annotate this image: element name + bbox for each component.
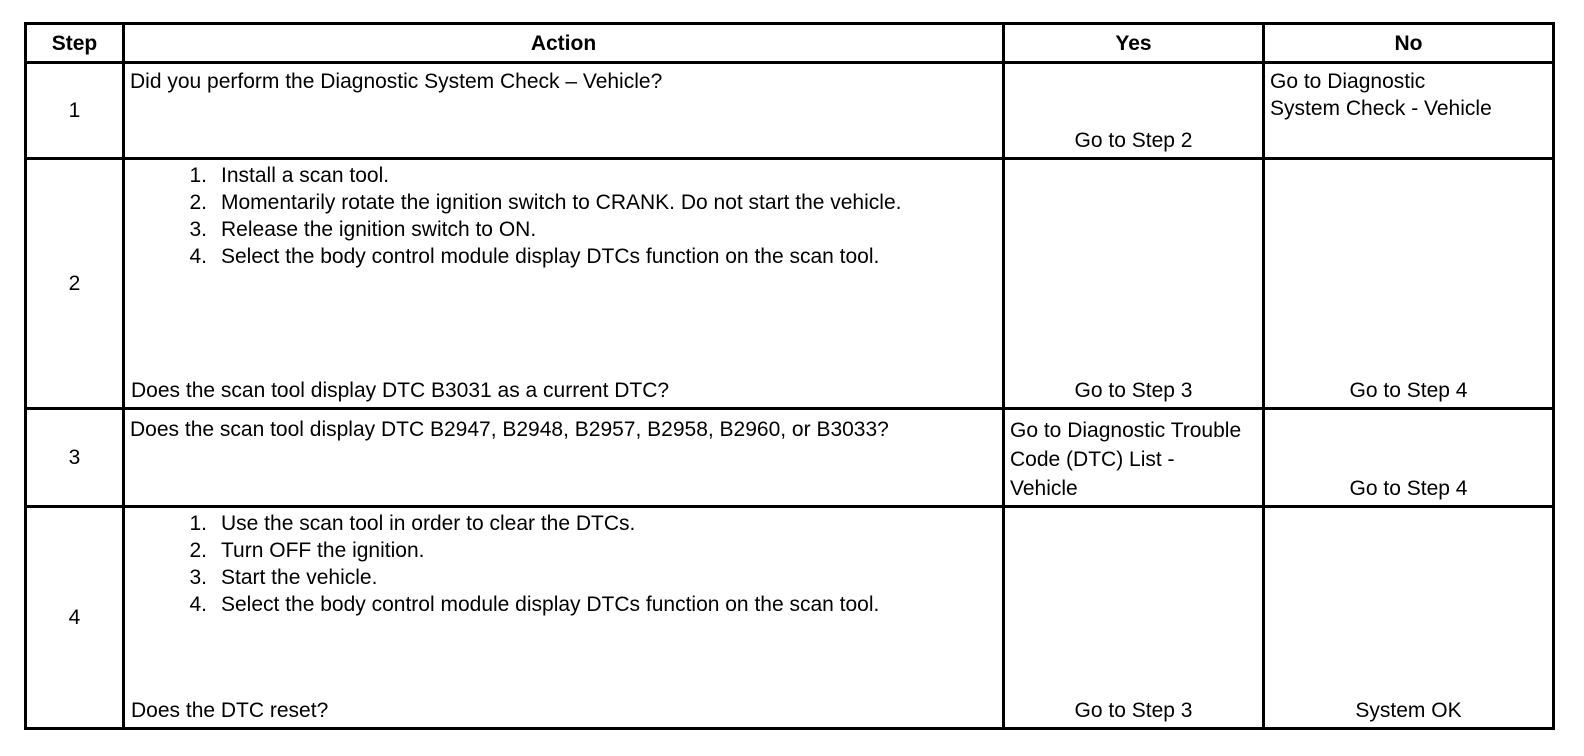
no-cell	[1264, 507, 1554, 729]
no-cell	[1264, 159, 1554, 409]
question-text: Does the scan tool display DTC B2947, B2948, B2957, B2958, B2960, or B3033?	[130, 418, 889, 441]
instruction-list	[130, 162, 997, 270]
list-item: 4. Select the body control module display DTCs function on the scan tool.	[189, 593, 880, 616]
step-number: 4	[26, 507, 124, 729]
list-item: 1. Install a scan tool.	[189, 164, 390, 187]
list-item: 1. Use the scan tool in order to clear the DTCs.	[189, 512, 636, 535]
no-text: Go to Diagnostic System Check - Vehicle	[1270, 70, 1492, 120]
yes-cell	[1004, 507, 1264, 729]
action-cell	[124, 507, 1004, 729]
instruction-list	[130, 510, 997, 618]
step-number: 3	[26, 409, 124, 507]
action-cell	[124, 159, 1004, 409]
list-item: 2. Momentarily rotate the ignition switch to CRANK. Do not start the vehicle.	[189, 191, 902, 214]
no-text: Go to Step 4	[1349, 477, 1468, 500]
yes-text: Go to Diagnostic Trouble Code (DTC) List - Vehicle	[1010, 419, 1242, 500]
yes-text: Go to Step 2	[1074, 129, 1193, 152]
diagnostic-table	[24, 22, 1555, 730]
step-number: 1	[26, 63, 124, 159]
question-text: Does the scan tool display DTC B3031 as a current DTC?	[131, 379, 670, 402]
header-row	[26, 24, 1554, 63]
yes-cell	[1004, 63, 1264, 159]
table-row	[26, 507, 1554, 729]
step-number: 2	[26, 159, 124, 409]
list-item: 3. Release the ignition switch to ON.	[189, 218, 537, 241]
header-yes: Yes	[1004, 24, 1264, 63]
action-cell	[124, 63, 1004, 159]
yes-cell	[1004, 159, 1264, 409]
table-row	[26, 63, 1554, 159]
table-row	[26, 159, 1554, 409]
no-text: Go to Step 4	[1349, 379, 1468, 402]
question-text: Did you perform the Diagnostic System Check – Vehicle?	[130, 70, 663, 93]
no-text: System OK	[1355, 699, 1462, 722]
header-no: No	[1264, 24, 1554, 63]
yes-cell	[1004, 409, 1264, 507]
no-cell	[1264, 63, 1554, 159]
action-cell	[124, 409, 1004, 507]
header-action: Action	[124, 24, 1004, 63]
list-item: 4. Select the body control module display DTCs function on the scan tool.	[189, 245, 880, 268]
yes-text: Go to Step 3	[1074, 379, 1193, 402]
header-step: Step	[26, 24, 124, 63]
list-item: 2. Turn OFF the ignition.	[189, 539, 425, 562]
yes-text: Go to Step 3	[1074, 699, 1193, 722]
table-row	[26, 409, 1554, 507]
no-cell	[1264, 409, 1554, 507]
question-text: Does the DTC reset?	[131, 699, 329, 722]
list-item: 3. Start the vehicle.	[189, 566, 378, 589]
